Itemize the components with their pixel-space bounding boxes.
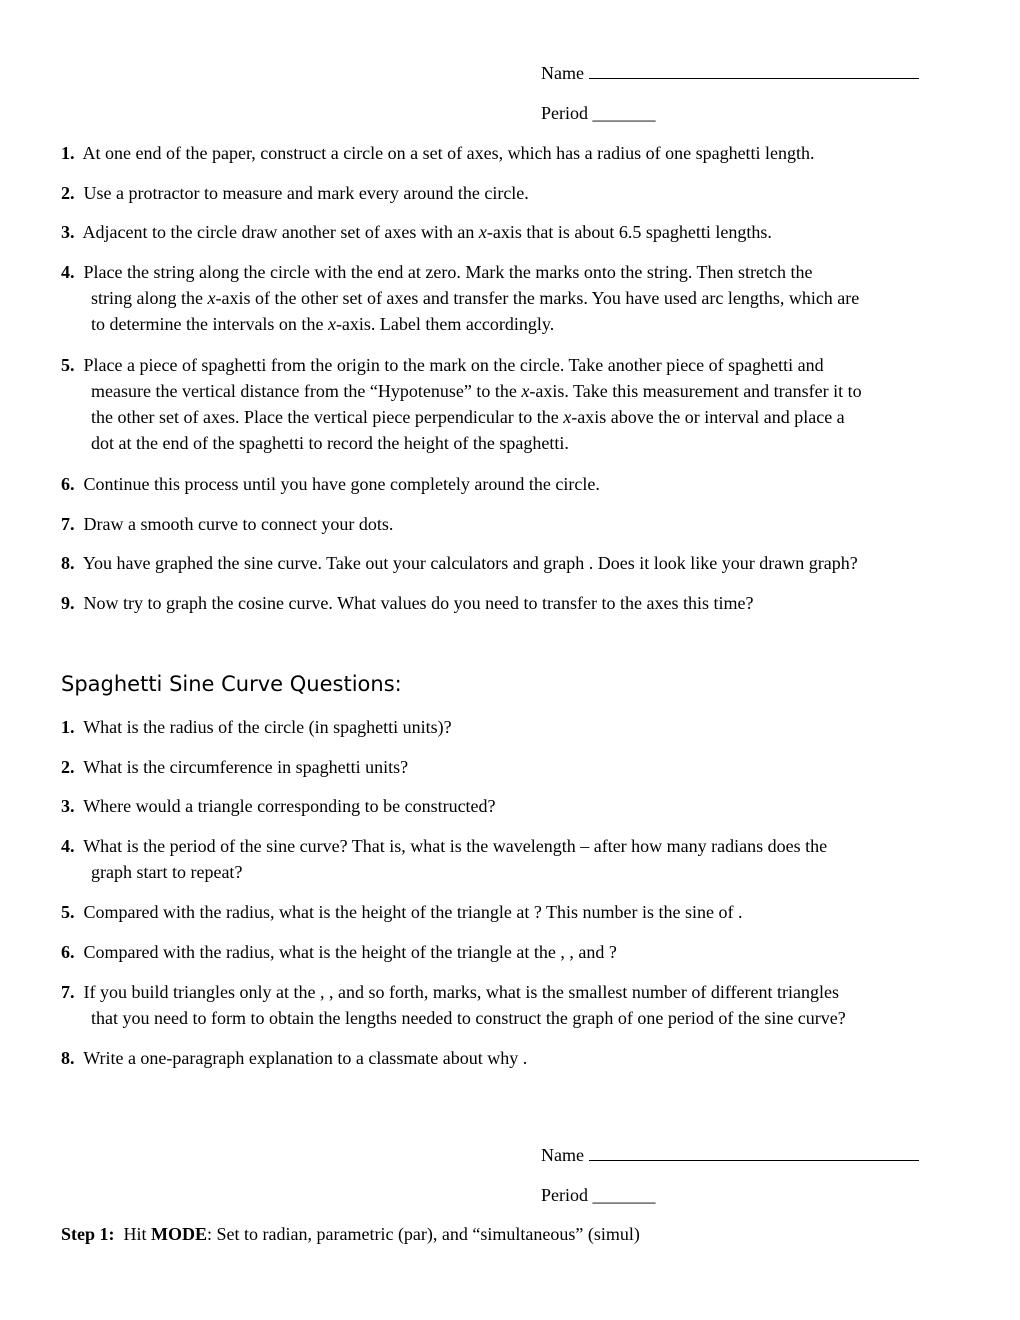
mode-key: MODE (151, 1224, 208, 1244)
question-item (61, 833, 971, 885)
questions-title: Spaghetti Sine Curve Questions: (61, 672, 402, 696)
item-number: 9. (61, 593, 75, 613)
item-variable: x (207, 288, 216, 308)
item-text: measure the vertical distance from the “Hypotenuse” to the (91, 381, 522, 401)
instruction-item (61, 471, 971, 497)
item-text: Compared with the radius, what is the height of the triangle at ? This number is the sine of . (83, 902, 743, 922)
name-field-row (541, 1142, 919, 1168)
period-field-row (541, 1182, 656, 1208)
instruction-item (61, 180, 971, 206)
step-text: : Set to radian, parametric (par), and “simultaneous” (simul) (207, 1224, 640, 1244)
item-variable: x (563, 407, 572, 427)
item-number: 5. (61, 355, 75, 375)
item-text: -axis. Label them accordingly. (335, 314, 555, 334)
item-variable: x (478, 222, 487, 242)
name-blank[interactable] (589, 1142, 919, 1161)
item-text: Draw a smooth curve to connect your dots. (83, 514, 394, 534)
item-text: Place a piece of spaghetti from the origin to the mark on the circle. Take another piece of spaghetti and (83, 355, 824, 375)
item-number: 6. (61, 474, 75, 494)
item-number: 8. (61, 1048, 75, 1068)
question-item (61, 1045, 971, 1071)
item-number: 3. (61, 222, 75, 242)
instruction-item (61, 259, 971, 337)
item-text: If you build triangles only at the , , and so forth, marks, what is the smallest number of different triangles (83, 982, 839, 1002)
item-number: 4. (61, 836, 75, 856)
instruction-item (61, 590, 971, 616)
item-text: Adjacent to the circle draw another set of axes with an (82, 222, 479, 242)
question-item (61, 899, 971, 925)
item-number: 2. (61, 183, 75, 203)
item-text: What is the circumference in spaghetti units? (83, 757, 409, 777)
question-item (61, 939, 971, 965)
question-item (61, 793, 971, 819)
period-label: Period (541, 1185, 588, 1205)
question-item (61, 979, 971, 1031)
item-text: graph start to repeat? (91, 862, 243, 882)
item-text: What is the period of the sine curve? That is, what is the wavelength – after how many radians does the (83, 836, 828, 856)
period-label: Period (541, 103, 588, 123)
item-number: 7. (61, 514, 75, 534)
item-variable: x (327, 314, 336, 334)
question-item (61, 714, 971, 740)
item-text: string along the (91, 288, 208, 308)
item-text: that you need to form to obtain the lengths needed to construct the graph of one period of the sine curve? (91, 1008, 846, 1028)
item-variable: x (521, 381, 530, 401)
item-text: What is the radius of the circle (in spaghetti units)? (83, 717, 452, 737)
item-number: 3. (61, 796, 75, 816)
name-field-row (541, 60, 919, 86)
item-text: Now try to graph the cosine curve. What values do you need to transfer to the axes this time? (83, 593, 754, 613)
name-label: Name (541, 63, 584, 83)
item-number: 1. (61, 717, 75, 737)
item-number: 1. (61, 143, 75, 163)
item-text: Where would a triangle corresponding to be constructed? (83, 796, 496, 816)
item-text: Write a one-paragraph explanation to a classmate about why . (83, 1048, 528, 1068)
item-text: You have graphed the sine curve. Take out your calculators and graph . Does it look like your drawn graph? (82, 553, 858, 573)
item-text: Continue this process until you have gone completely around the circle. (83, 474, 600, 494)
item-number: 2. (61, 757, 75, 777)
step-1 (61, 1221, 640, 1247)
item-text: Compared with the radius, what is the height of the triangle at the , , and ? (83, 942, 617, 962)
item-number: 7. (61, 982, 75, 1002)
item-text: dot at the end of the spaghetti to record the height of the spaghetti. (91, 433, 569, 453)
instruction-item (61, 140, 971, 166)
period-blank[interactable]: _______ (592, 1185, 656, 1205)
item-number: 4. (61, 262, 75, 282)
period-blank[interactable]: _______ (592, 103, 656, 123)
period-field-row (541, 100, 656, 126)
item-text: to determine the intervals on the (91, 314, 328, 334)
instruction-item (61, 352, 971, 456)
step-label: Step 1: (61, 1224, 115, 1244)
name-blank[interactable] (589, 60, 919, 79)
instruction-item (61, 219, 971, 245)
item-text: -axis that is about 6.5 spaghetti lengths. (486, 222, 772, 242)
item-number: 6. (61, 942, 75, 962)
instruction-item (61, 550, 971, 576)
item-text: At one end of the paper, construct a circle on a set of axes, which has a radius of one spaghetti length. (82, 143, 815, 163)
item-text: Use a protractor to measure and mark every around the circle. (83, 183, 529, 203)
name-label: Name (541, 1145, 584, 1165)
item-text: -axis of the other set of axes and transfer the marks. You have used arc lengths, which are (215, 288, 860, 308)
item-number: 8. (61, 553, 75, 573)
item-text: the other set of axes. Place the vertical piece perpendicular to the (91, 407, 564, 427)
question-item (61, 754, 971, 780)
item-number: 5. (61, 902, 75, 922)
item-text: -axis. Take this measurement and transfer it to (529, 381, 862, 401)
instruction-item (61, 511, 971, 537)
step-text: Hit (123, 1224, 152, 1244)
item-text: -axis above the or interval and place a (571, 407, 845, 427)
item-text: Place the string along the circle with the end at zero. Mark the marks onto the string. Then stretch the (83, 262, 813, 282)
